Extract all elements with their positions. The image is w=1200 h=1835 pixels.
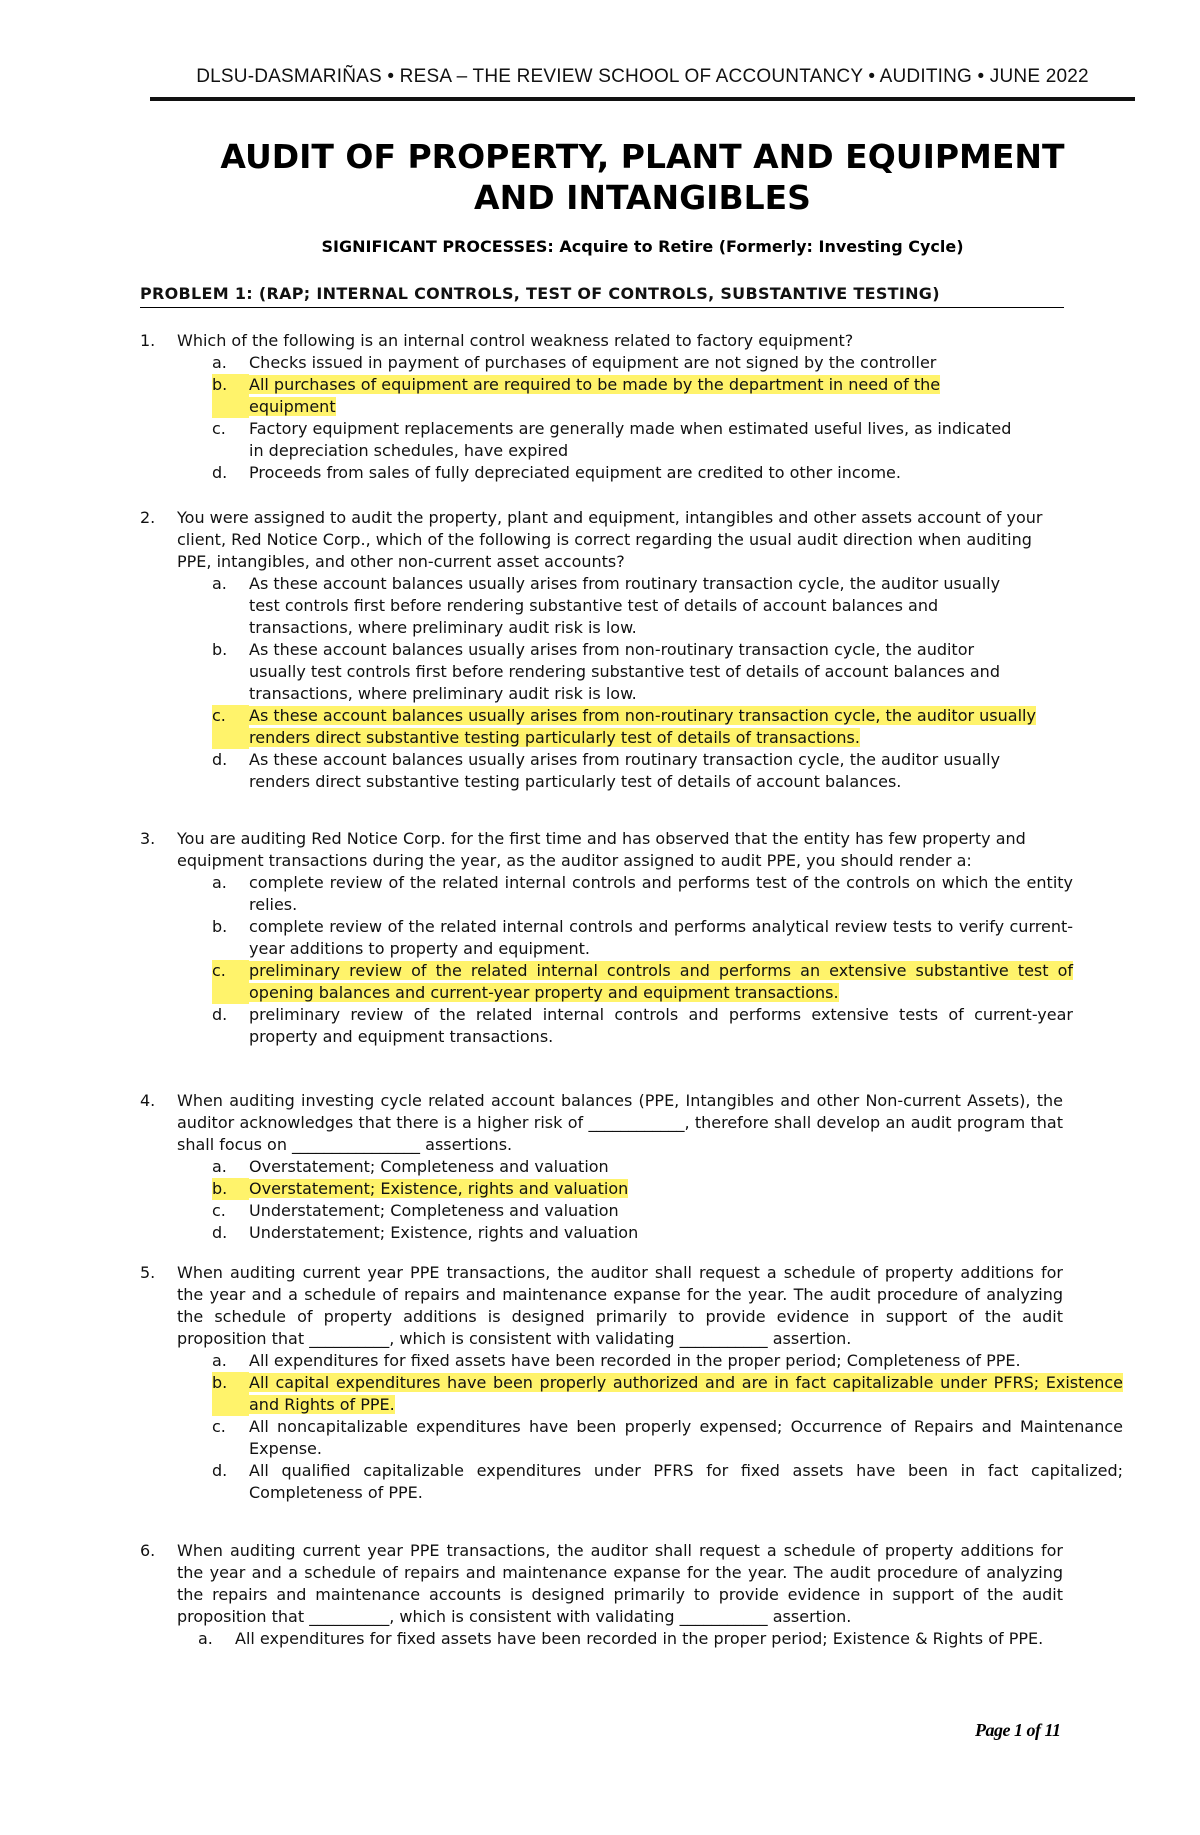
document-title — [150, 136, 1135, 218]
option-c-highlighted: c. As these account balances usually arises from non-routinary transaction cycle, the auditor usually renders direct substantive testing particularly test of details of transactions. — [212, 706, 1036, 747]
question-text: You were assigned to audit the property, plant and equipment, intangibles and other assets account of your client, Red Notice Corp., which of the following is correct regarding the usual audit direction when auditing PPE, intangibles, and other non-current asset accounts? — [177, 508, 1043, 571]
option-a: a. All expenditures for fixed assets have been recorded in the proper period; Completeness of PPE. — [212, 1351, 1021, 1370]
option-a: a. All expenditures for fixed assets have been recorded in the proper period; Existence & Rights of PPE. — [198, 1629, 1044, 1648]
option-c: c. Factory equipment replacements are generally made when estimated useful lives, as indicated in depreciation schedules, have expired — [212, 419, 1012, 460]
question-text: Which of the following is an internal control weakness related to factory equipment? — [177, 331, 854, 350]
option-d: d. Understatement; Existence, rights and valuation — [212, 1223, 639, 1242]
question-1 — [140, 330, 1063, 484]
option-b: b. complete review of the related internal controls and performs analytical review tests to verify current-year additions to property and equipment. — [212, 917, 1073, 958]
option-d: d. Proceeds from sales of fully depreciated equipment are credited to other income. — [212, 463, 901, 482]
question-5 — [140, 1262, 1123, 1504]
question-number: 1. — [140, 331, 156, 350]
question-3 — [140, 828, 1073, 1048]
option-a: a. As these account balances usually arises from routinary transaction cycle, the auditor usually test controls first before rendering substantive test of details of account balances and transactions, where preliminary audit risk is low. — [212, 574, 1001, 637]
question-4 — [140, 1090, 1063, 1244]
option-b: b. As these account balances usually arises from non-routinary transaction cycle, the auditor usually test controls first before rendering substantive test of details of account balances and transactions, where preliminary audit risk is low. — [212, 640, 1000, 703]
option-d: d. As these account balances usually arises from routinary transaction cycle, the auditor usually renders direct substantive testing particularly test of details of account balances. — [212, 750, 1001, 791]
question-text: When auditing investing cycle related account balances (PPE, Intangibles and other Non-current Assets), the auditor acknowledges that there is a higher risk of ____________, therefore shall develop an audit program that shall focus on ________________ assertions. — [177, 1091, 1063, 1154]
option-a: a. Checks issued in payment of purchases of equipment are not signed by the controller — [212, 353, 937, 372]
question-number: 6. — [140, 1541, 156, 1560]
question-number: 2. — [140, 508, 156, 527]
document-header: DLSU-DASMARIÑAS • RESA – THE REVIEW SCHOOL OF ACCOUNTANCY • AUDITING • JUNE 2022 — [196, 66, 1089, 87]
page-number: Page 1 of 11 — [975, 1720, 1061, 1740]
subtitle — [150, 237, 1135, 256]
question-text: You are auditing Red Notice Corp. for the first time and has observed that the entity has few property and equipment transactions during the year, as the auditor assigned to audit PPE, you should render a: — [177, 829, 1026, 870]
question-6 — [140, 1540, 1063, 1650]
question-text: When auditing current year PPE transactions, the auditor shall request a schedule of property additions for the year and a schedule of repairs and maintenance expanse for the year. The audit procedure of analyzing the schedule of property additions is designed primarily to provide evidence in support of the audit proposition that __________, which is consistent with validating ___________ assertion. — [177, 1263, 1063, 1348]
option-a: a. Overstatement; Completeness and valuation — [212, 1157, 609, 1176]
option-d: d. All qualified capitalizable expenditures under PFRS for fixed assets have been in fact capitalized; Completeness of PPE. — [212, 1461, 1123, 1502]
option-c: c. Understatement; Completeness and valuation — [212, 1201, 619, 1220]
question-number: 3. — [140, 829, 156, 848]
question-number: 4. — [140, 1091, 156, 1110]
option-d: d. preliminary review of the related internal controls and performs extensive tests of current-year property and equipment transactions. — [212, 1005, 1073, 1046]
question-2 — [140, 507, 1063, 793]
question-number: 5. — [140, 1263, 156, 1282]
question-text: When auditing current year PPE transactions, the auditor shall request a schedule of property additions for the year and a schedule of repairs and maintenance expanse for the year. The audit procedure of analyzing the repairs and maintenance accounts is designed primarily to provide evidence in support of the audit proposition that __________, which is consistent with validating ___________ assertion. — [177, 1541, 1063, 1626]
subtitle-text: Acquire to Retire (Formerly: Investing Cycle) — [559, 237, 964, 256]
option-b-highlighted: b. Overstatement; Existence, rights and valuation — [212, 1179, 629, 1198]
option-c: c. All noncapitalizable expenditures have been properly expensed; Occurrence of Repairs and Maintenance Expense. — [212, 1417, 1123, 1458]
title-line-1: AUDIT OF PROPERTY, PLANT AND EQUIPMENT — [220, 137, 1065, 176]
title-line-2: AND INTANGIBLES — [474, 178, 811, 217]
option-a: a. complete review of the related internal controls and performs test of the controls on which the entity relies. — [212, 873, 1073, 914]
option-b-highlighted: b. All capital expenditures have been properly authorized and are in fact capitalizable under PFRS; Existence and Rights of PPE. — [212, 1373, 1123, 1414]
header-rule — [150, 97, 1135, 101]
option-b-highlighted: b. All purchases of equipment are required to be made by the department in need of the equipment — [212, 375, 941, 416]
problem-heading: PROBLEM 1: (RAP; INTERNAL CONTROLS, TEST OF CONTROLS, SUBSTANTIVE TESTING) — [140, 284, 1064, 308]
option-c-highlighted: c. preliminary review of the related internal controls and performs an extensive substantive test of opening balances and current-year property and equipment transactions. — [212, 961, 1073, 1002]
subtitle-label: SIGNIFICANT PROCESSES: — [321, 237, 554, 256]
